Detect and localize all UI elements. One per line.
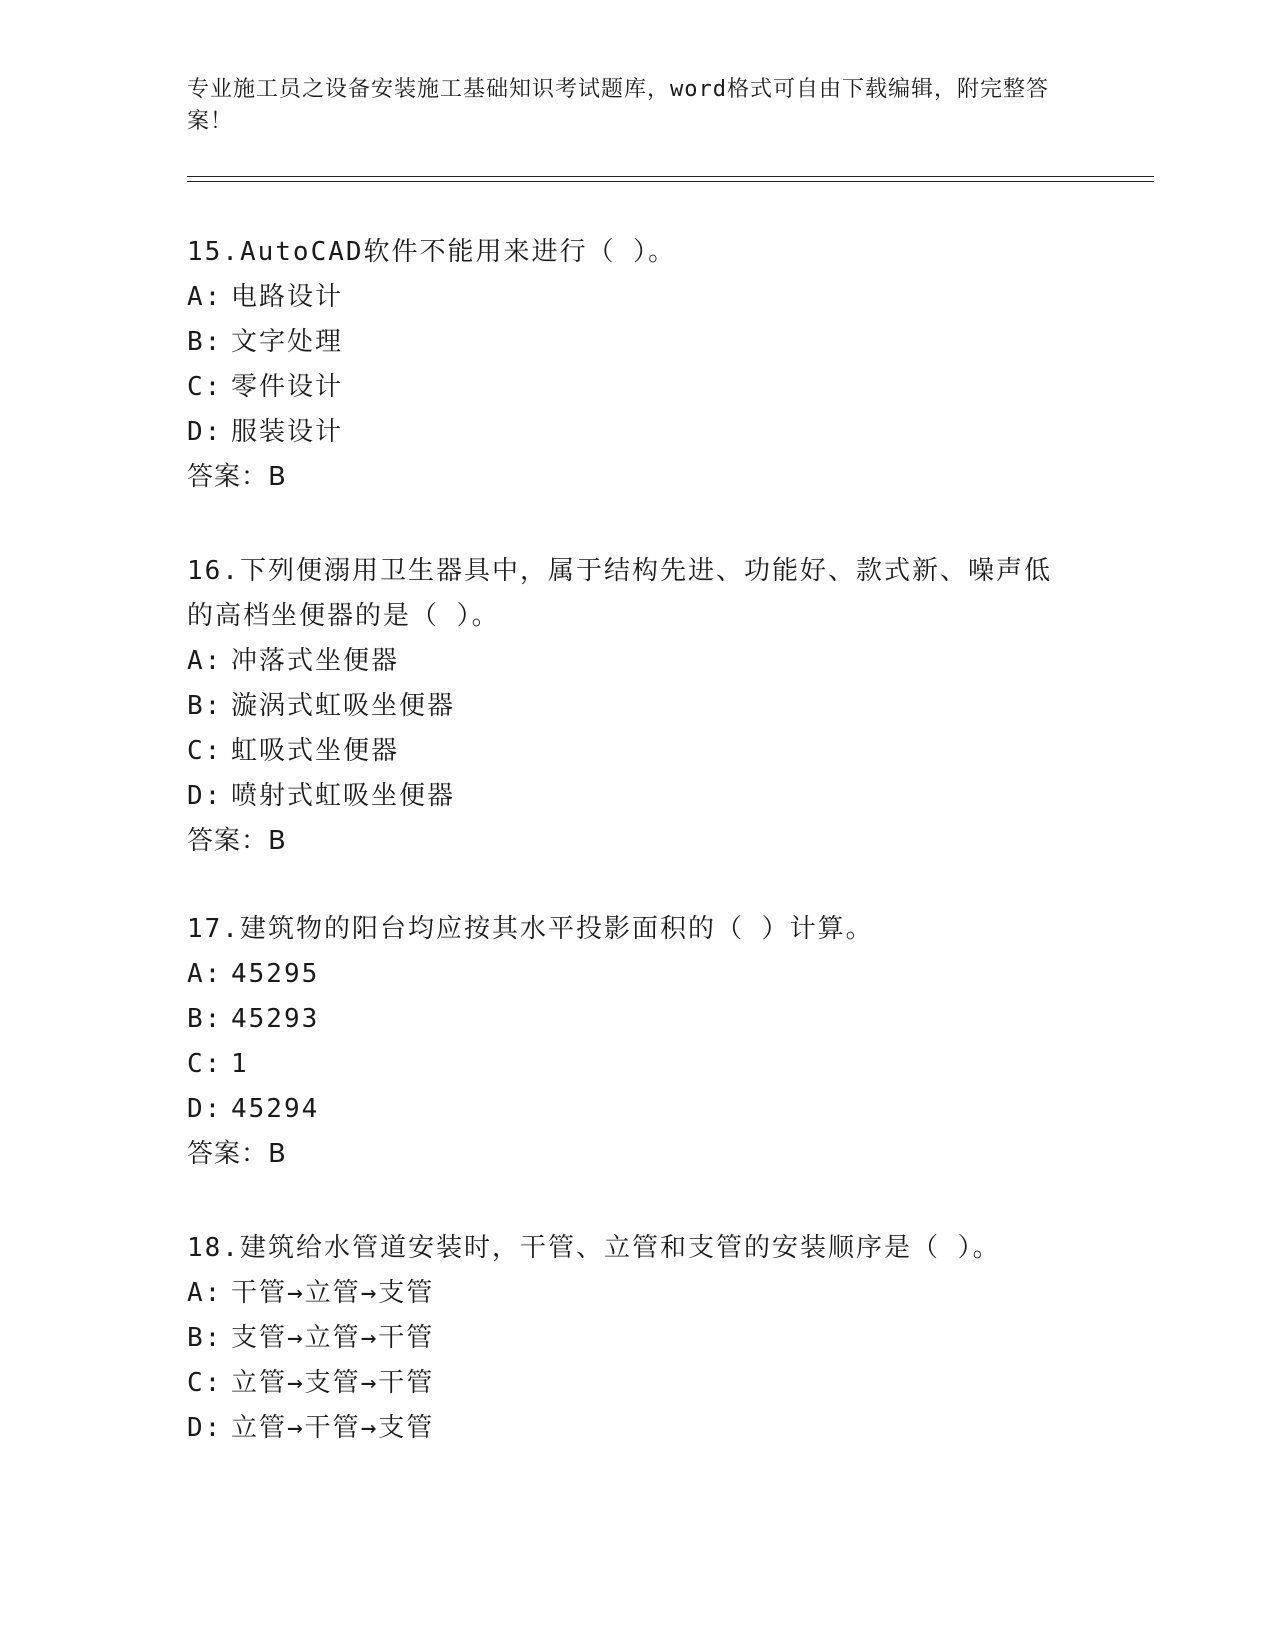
option-key: B: [187, 327, 223, 357]
answer-line: 答案：B [187, 1139, 287, 1169]
option-key: C: [187, 1049, 223, 1079]
option-d [187, 774, 1067, 819]
option-a [187, 1271, 1087, 1316]
option-b [187, 997, 1087, 1042]
question-16 [187, 549, 1067, 864]
option-text: 干管→立管→支管 [231, 1278, 435, 1308]
option-b [187, 1316, 1087, 1361]
option-text: 喷射式虹吸坐便器 [231, 781, 456, 811]
option-text: 45293 [231, 1004, 320, 1034]
question-stem: 18.建筑给水管道安装时，干管、立管和支管的安装顺序是（ ）。 [187, 1233, 1001, 1263]
option-text: 立管→支管→干管 [231, 1368, 435, 1398]
question-15 [187, 230, 1087, 500]
option-key: C: [187, 372, 223, 402]
question-stem: 15.AutoCAD软件不能用来进行（ ）。 [187, 237, 677, 267]
option-key: D: [187, 417, 223, 447]
option-text: 冲落式坐便器 [231, 646, 400, 676]
option-text: 电路设计 [231, 282, 344, 312]
option-a [187, 639, 1067, 684]
option-text: 45294 [231, 1094, 320, 1124]
option-d [187, 410, 1087, 455]
option-d [187, 1087, 1087, 1132]
option-c [187, 729, 1067, 774]
answer-line: 答案：B [187, 826, 287, 856]
option-key: B: [187, 691, 223, 721]
option-key: C: [187, 1368, 223, 1398]
document-header: 专业施工员之设备安装施工基础知识考试题库，word格式可自由下载编辑，附完整答案！ [187, 77, 1049, 134]
option-c [187, 1042, 1087, 1087]
option-a [187, 952, 1087, 997]
option-text: 45295 [231, 959, 320, 989]
option-key: A: [187, 646, 223, 676]
option-text: 漩涡式虹吸坐便器 [231, 691, 456, 721]
question-stem: 16.下列便溺用卫生器具中，属于结构先进、功能好、款式新、噪声低的高档坐便器的是（ ）。 [187, 556, 1052, 631]
option-text: 支管→立管→干管 [231, 1323, 435, 1353]
option-d [187, 1406, 1087, 1451]
option-text: 零件设计 [231, 372, 344, 402]
question-stem: 17.建筑物的阳台均应按其水平投影面积的（ ）计算。 [187, 914, 874, 944]
option-key: D: [187, 1413, 223, 1443]
option-key: B: [187, 1004, 223, 1034]
option-text: 文字处理 [231, 327, 344, 357]
option-b [187, 320, 1087, 365]
option-key: A: [187, 959, 223, 989]
option-key: A: [187, 1278, 223, 1308]
question-18 [187, 1226, 1087, 1451]
header-divider-bottom [187, 181, 1154, 182]
option-text: 虹吸式坐便器 [231, 736, 400, 766]
answer-line: 答案：B [187, 462, 287, 492]
option-b [187, 684, 1067, 729]
option-text: 立管→干管→支管 [231, 1413, 435, 1443]
option-key: C: [187, 736, 223, 766]
option-key: A: [187, 282, 223, 312]
option-a [187, 275, 1087, 320]
question-17 [187, 907, 1087, 1177]
option-key: B: [187, 1323, 223, 1353]
header-divider-top [187, 176, 1154, 177]
option-c [187, 365, 1087, 410]
option-key: D: [187, 781, 223, 811]
option-text: 1 [231, 1049, 249, 1079]
option-key: D: [187, 1094, 223, 1124]
option-c [187, 1361, 1087, 1406]
option-text: 服装设计 [231, 417, 344, 447]
